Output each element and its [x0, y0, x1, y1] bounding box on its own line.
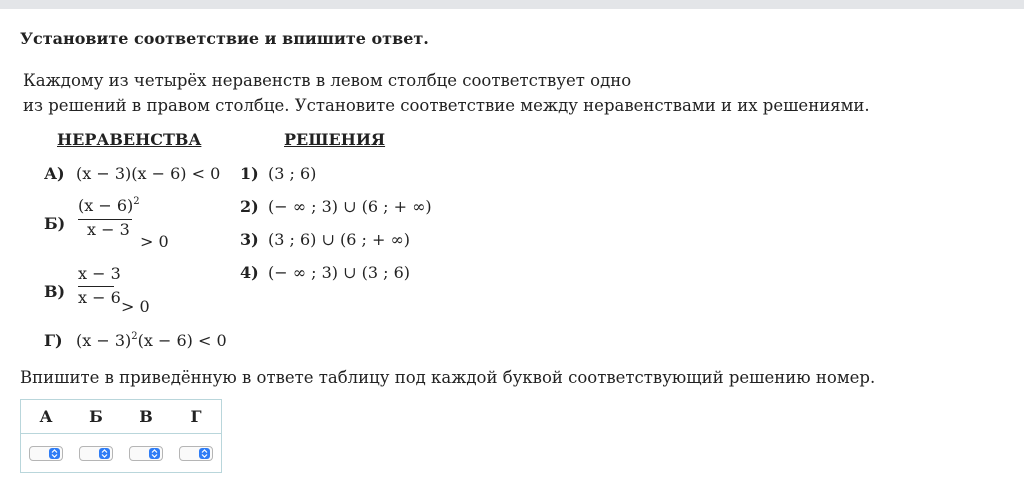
answer-instruction: Впишите в приведённую в ответе таблицу под каждой буквой соответствующий решению номер. — [20, 368, 876, 387]
answer-header-a: А — [21, 400, 72, 434]
task-intro-line-1: Каждому из четырёх неравенств в левом столбце соответствует одно — [23, 71, 632, 90]
solution-4-value: (− ∞ ; 3) ∪ (3 ; 6) — [268, 263, 411, 282]
inequality-b-numerator: $(x - 6)^2$ — [78, 196, 140, 215]
answer-select-b[interactable] — [79, 446, 113, 461]
inequality-a-label: А) — [44, 164, 65, 183]
answer-table — [20, 399, 222, 473]
answer-header-v: В — [121, 400, 171, 434]
inequality-g-expression: $(x - 3)^2(x - 6) < 0$ — [76, 331, 227, 350]
answer-header-b: Б — [71, 400, 121, 434]
solution-3-value: (3 ; 6) ∪ (6 ; + ∞) — [268, 230, 411, 249]
select-arrows-icon — [99, 448, 110, 459]
task-intro-line-2: из решений в правом столбце. Установите соответствие между неравенствами и их решениями. — [23, 96, 870, 115]
inequality-v-denominator: x − 6 — [78, 288, 121, 307]
top-bar — [0, 0, 1024, 9]
select-arrows-icon — [49, 448, 60, 459]
inequality-b-relation: > 0 — [140, 232, 169, 251]
inequality-b-label: Б) — [44, 214, 66, 233]
solution-1-label: 1) — [240, 164, 259, 183]
inequality-v-fraction-bar — [78, 286, 114, 287]
answer-select-g[interactable] — [179, 446, 213, 461]
answer-header-g: Г — [171, 400, 222, 434]
answer-cell-b — [71, 434, 121, 473]
select-arrows-icon — [199, 448, 210, 459]
inequality-a-expression: (x − 3)(x − 6) < 0 — [76, 164, 221, 183]
task-heading: Установите соответствие и впишите ответ. — [20, 29, 429, 48]
inequality-g-label: Г) — [44, 331, 63, 350]
inequalities-column-header: НЕРАВЕНСТВА — [57, 130, 202, 149]
inequality-v-fraction — [78, 264, 121, 314]
solution-3-label: 3) — [240, 230, 259, 249]
answer-cell-a — [21, 434, 72, 473]
solutions-column-header: РЕШЕНИЯ — [284, 130, 386, 149]
inequality-b-denominator: x − 3 — [87, 220, 130, 239]
answer-select-a[interactable] — [29, 446, 63, 461]
answer-cell-g — [171, 434, 222, 473]
inequality-v-label: В) — [44, 282, 66, 301]
answer-select-v[interactable] — [129, 446, 163, 461]
inequality-v-numerator: x − 3 — [78, 264, 121, 283]
solution-2-value: (− ∞ ; 3) ∪ (6 ; + ∞) — [268, 197, 432, 216]
solution-1-value: (3 ; 6) — [268, 164, 317, 183]
inequality-b-fraction — [78, 196, 140, 246]
answer-cell-v — [121, 434, 171, 473]
solution-4-label: 4) — [240, 263, 259, 282]
inequality-v-relation: > 0 — [121, 297, 150, 316]
select-arrows-icon — [149, 448, 160, 459]
solution-2-label: 2) — [240, 197, 259, 216]
